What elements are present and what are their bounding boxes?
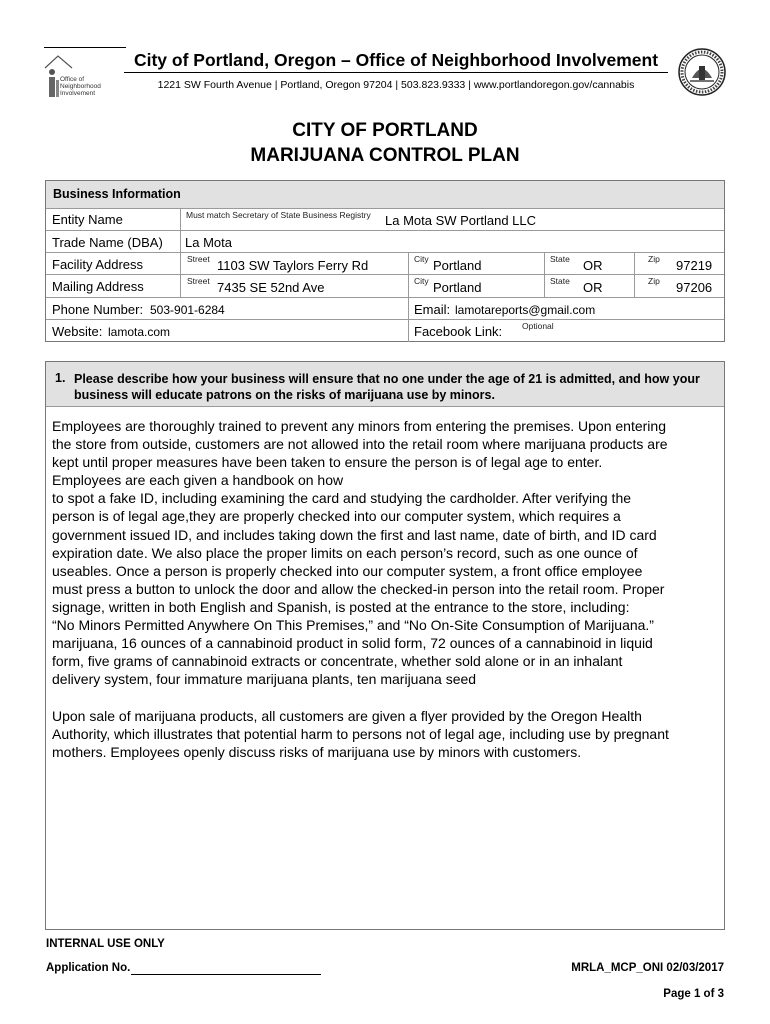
application-number-label: Application No. bbox=[46, 962, 131, 974]
logo-text-line-3: Involvement bbox=[60, 90, 96, 97]
page-number: Page 1 of 3 bbox=[663, 988, 724, 1000]
entity-name-row bbox=[46, 209, 724, 231]
city-label: City bbox=[414, 276, 429, 286]
street-label: Street bbox=[187, 254, 210, 264]
trade-name-label: Trade Name (DBA) bbox=[52, 235, 163, 250]
mailing-address-label: Mailing Address bbox=[52, 279, 144, 294]
facility-address-row bbox=[46, 253, 724, 275]
city-seal-icon bbox=[678, 48, 726, 96]
document-title-line-1: CITY OF PORTLAND bbox=[292, 120, 478, 141]
business-information-header bbox=[46, 181, 724, 209]
entity-name-field[interactable]: La Mota SW Portland LLC bbox=[385, 213, 537, 228]
zip-label: Zip bbox=[648, 276, 660, 286]
header-rule-left bbox=[44, 47, 126, 48]
facility-street-field[interactable]: 1103 SW Taylors Ferry Rd bbox=[217, 258, 369, 273]
city-label: City bbox=[414, 254, 429, 264]
email-field[interactable]: lamotareports@gmail.com bbox=[455, 303, 596, 317]
mailing-city-field[interactable]: Portland bbox=[433, 280, 482, 295]
zip-label: Zip bbox=[648, 254, 660, 264]
facility-city-field[interactable]: Portland bbox=[433, 258, 482, 273]
phone-number-label: Phone Number: bbox=[52, 302, 144, 317]
oni-logo bbox=[44, 50, 124, 100]
trade-name-row bbox=[46, 231, 724, 253]
state-label: State bbox=[550, 254, 570, 264]
street-label: Street bbox=[187, 276, 210, 286]
internal-use-only-label: INTERNAL USE ONLY bbox=[46, 938, 165, 950]
website-label: Website: bbox=[52, 324, 103, 339]
state-label: State bbox=[550, 276, 570, 286]
phone-email-row bbox=[46, 298, 724, 320]
office-address: 1221 SW Fourth Avenue | Portland, Oregon 97204 | 503.823.9333 | www.portlandoregon.gov/cannabis bbox=[157, 79, 635, 91]
facility-address-label: Facility Address bbox=[52, 257, 144, 272]
website-field[interactable]: lamota.com bbox=[108, 325, 171, 339]
facebook-optional-note: Optional bbox=[522, 321, 554, 331]
logo-text-line-2: Neighborhood bbox=[60, 83, 101, 90]
website-facebook-row bbox=[46, 320, 724, 342]
form-code: MRLA_MCP_ONI 02/03/2017 bbox=[571, 962, 724, 974]
entity-name-label: Entity Name bbox=[52, 212, 123, 227]
mailing-state-field[interactable]: OR bbox=[583, 280, 603, 295]
question-text: Please describe how your business will ensure that no one under the age of 21 is admitted, and how your business will educate patrons on the risks of marijuana use by minors. bbox=[74, 372, 700, 402]
header-rule bbox=[124, 72, 668, 73]
mailing-zip-field[interactable]: 97206 bbox=[676, 280, 713, 295]
business-information-heading: Business Information bbox=[53, 187, 181, 201]
email-label: Email: bbox=[414, 302, 451, 317]
application-number-field[interactable] bbox=[131, 974, 321, 975]
office-title: City of Portland, Oregon – Office of Neighborhood Involvement bbox=[133, 50, 659, 70]
mailing-address-row bbox=[46, 275, 724, 298]
document-title-line-2: MARIJUANA CONTROL PLAN bbox=[250, 145, 520, 166]
business-information-table bbox=[45, 180, 725, 342]
mailing-street-field[interactable]: 7435 SE 52nd Ave bbox=[217, 280, 325, 295]
question-1-box bbox=[45, 361, 725, 930]
entity-name-note: Must match Secretary of State Business Registry bbox=[186, 210, 371, 220]
phone-number-field[interactable]: 503-901-6284 bbox=[150, 303, 225, 317]
question-1-answer[interactable]: Employees are thoroughly trained to prevent any minors from entering the premises. Upon entering the store from outside, customers are not allowed into the retail room where marijuana products are kept until proper measures have been taken to ensure the person is of legal age to enter. Employees are each given a handbook on how to spot a fake ID, including examining the card and studying the cardholder. After verifying the person is of legal age,they are properly checked into our computer system, which requires a government issued ID, and includes taking down the first and last name, date of birth, and ID card expiration date. We also place the proper limits on each person’s record, such as one ounce of useables. Once a person is properly checked into our computer system, a front office employee must press a button to unlock the door and allow the checked-in person into the retail room. Proper signage, written in both English and Spanish, is posted at the entrance to the store, including: “No Minors Permitted Anywhere On This Premises,” and “No On-Site Consumption of Marijuana.” marijuana, 16 ounces of a cannabinoid product in solid form, 72 ounces of a cannabinoid in liquid form, five grams of cannabinoid extracts or concentrate, whether sold alone or in an inhalant delivery system, four immature marijuana plants, ten marijuana seed Upon sale of marijuana products, all customers are given a flyer provided by the Oregon Health Authority, which illustrates that potential harm to persons not of legal age, including use by pregnant mothers. Employees openly discuss risks of marijuana use by minors with customers. bbox=[52, 418, 669, 760]
question-number: 1. bbox=[55, 371, 66, 385]
facebook-link-label: Facebook Link: bbox=[414, 324, 503, 339]
trade-name-field[interactable]: La Mota bbox=[185, 235, 232, 250]
facility-zip-field[interactable]: 97219 bbox=[676, 258, 713, 273]
logo-text-line-1: Office of bbox=[60, 76, 85, 83]
question-1-header bbox=[46, 362, 724, 407]
facility-state-field[interactable]: OR bbox=[583, 258, 603, 273]
